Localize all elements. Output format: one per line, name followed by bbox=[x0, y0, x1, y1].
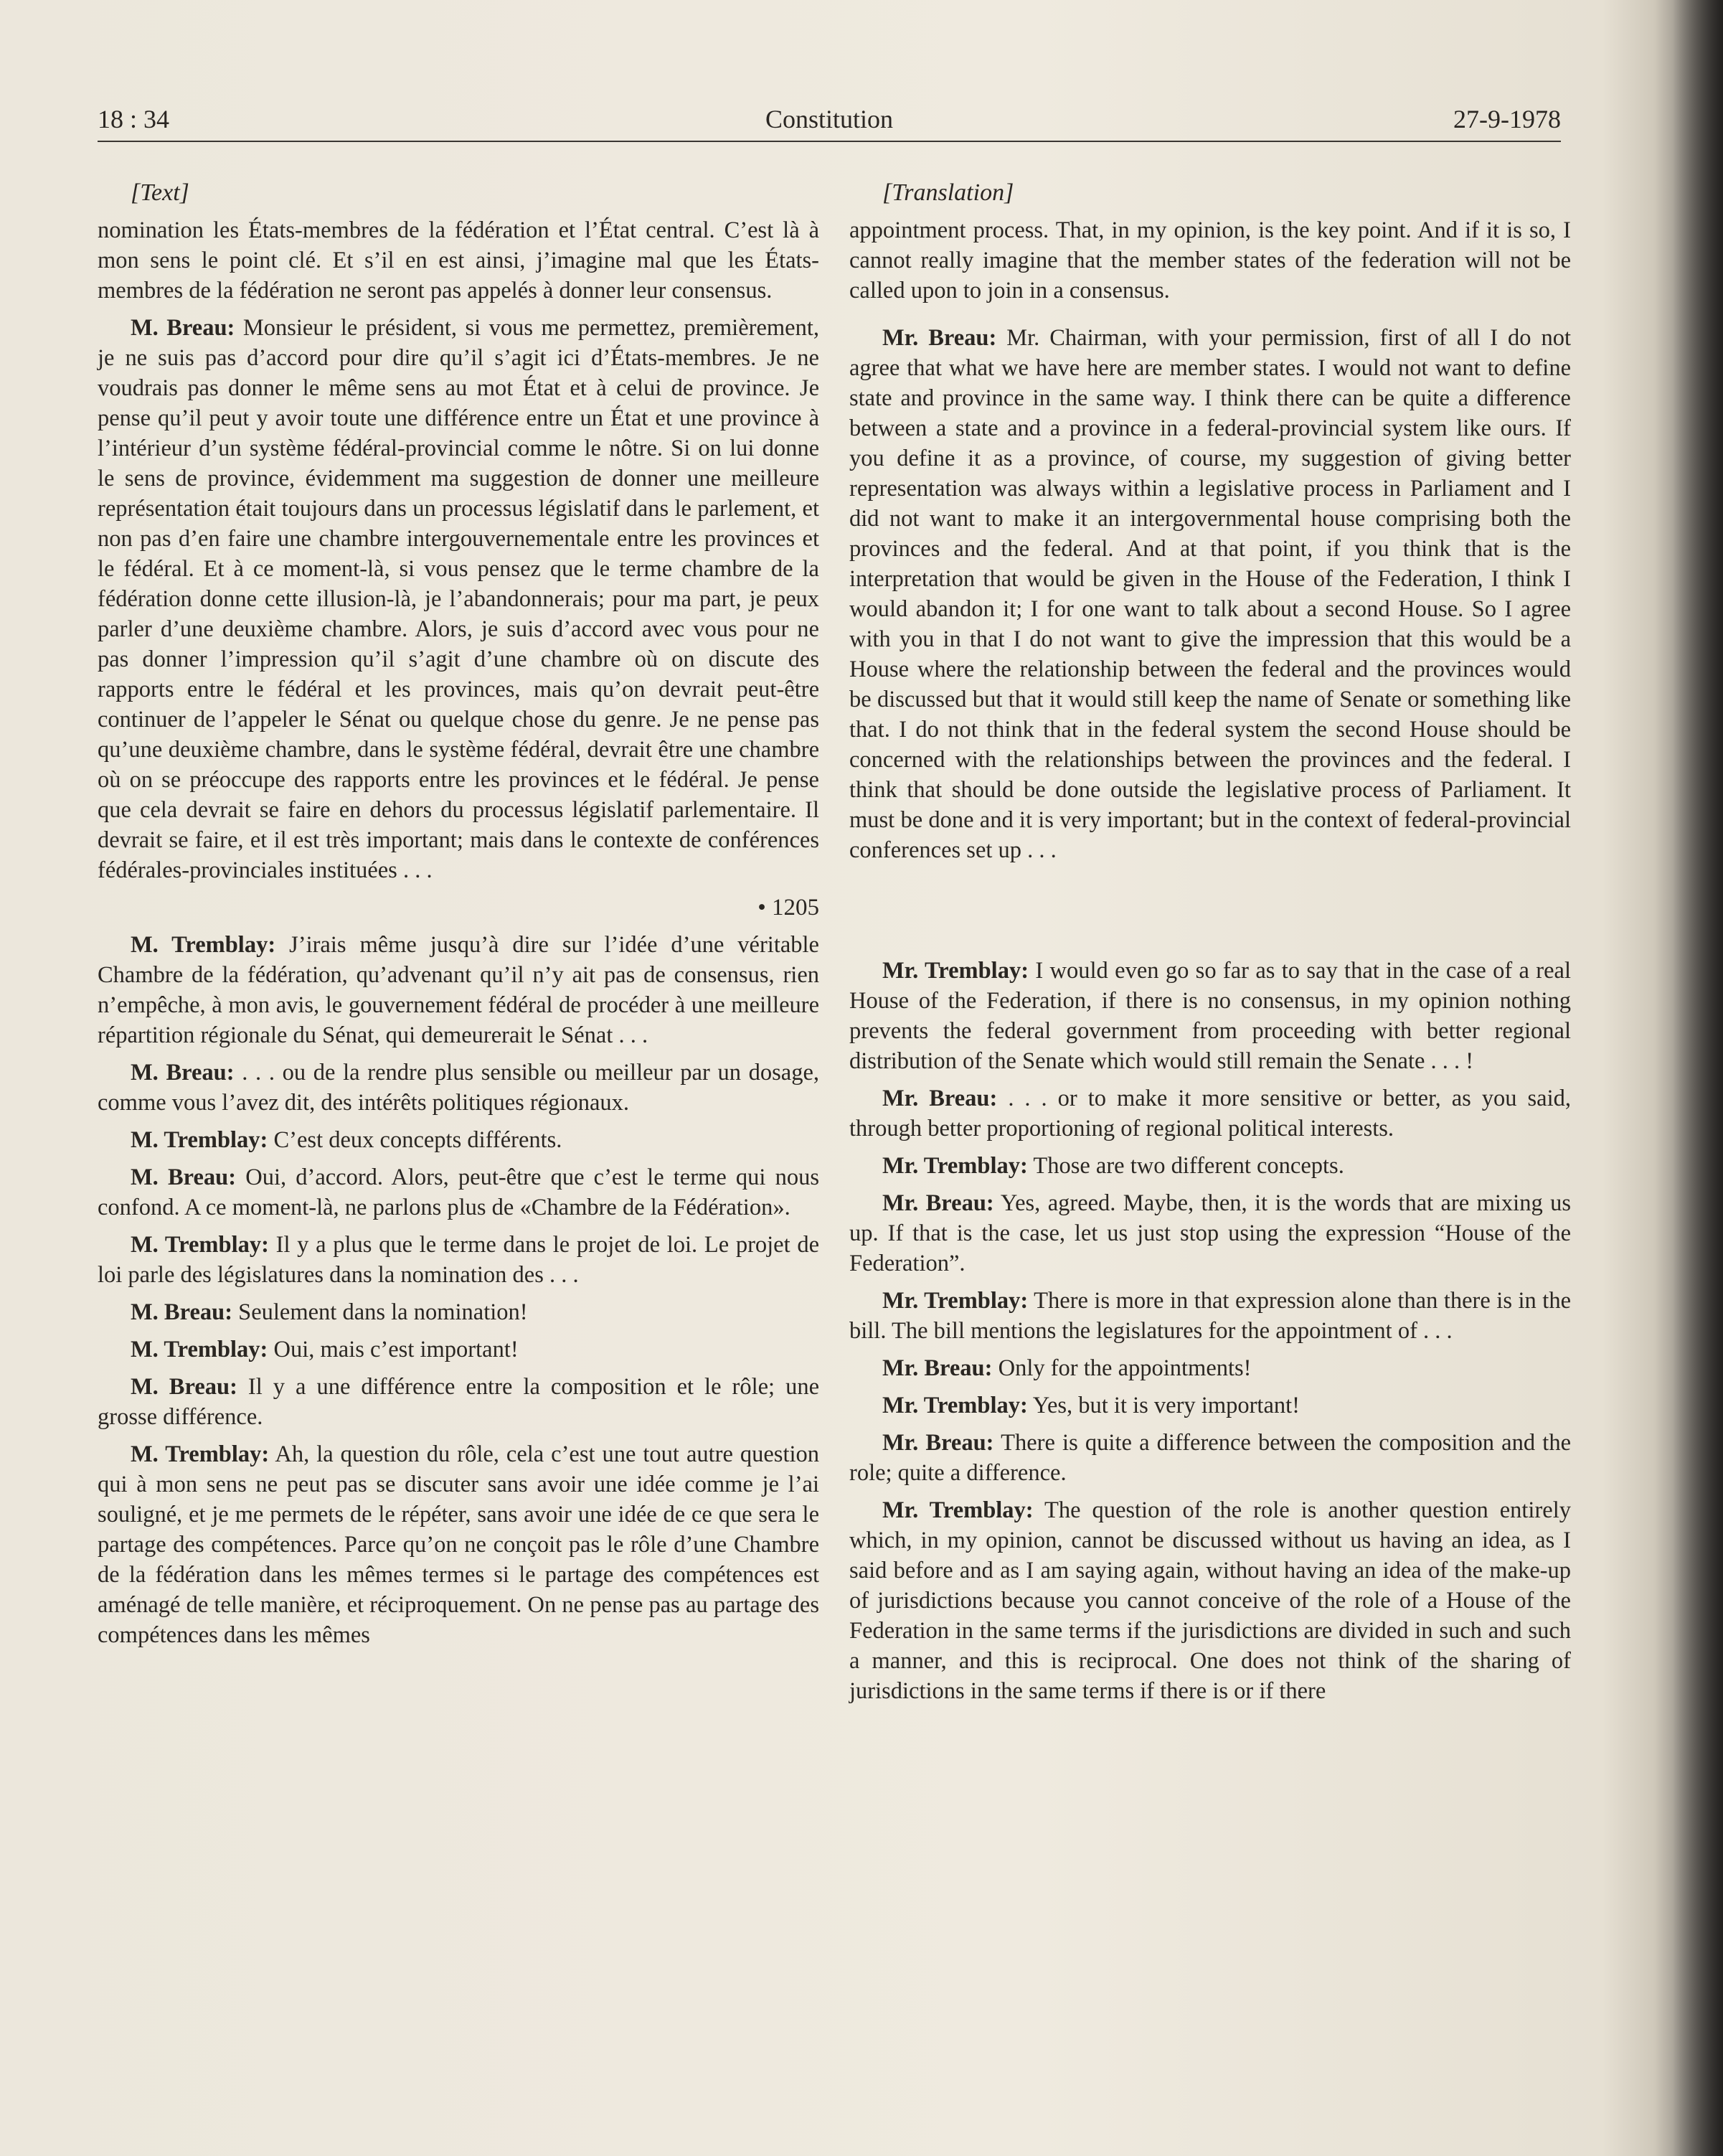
speech-text: J’irais même jusqu’à dire sur l’idée d’une véritable Chambre de la fédération, qu’advenant qu’il n’y ait pas de consensus, rien n’empêche, à mon avis, le gouvernement fédéral de procéder à une meilleure répartition régionale du Sénat, qui demeurerait le Sénat . . . bbox=[98, 932, 819, 1048]
column-label-text: [Text] bbox=[131, 179, 189, 206]
speech-text: . . . or to make it more sensitive or better, as you said, through better proportioning of regional political interests. bbox=[849, 1086, 1571, 1141]
running-header bbox=[98, 104, 1561, 141]
speech-paragraph bbox=[98, 1125, 819, 1155]
speaker-name: M. Tremblay: bbox=[131, 1127, 268, 1153]
speech-paragraph bbox=[849, 1353, 1571, 1383]
speaker-name: M. Tremblay: bbox=[131, 1232, 269, 1258]
speech-text: Yes, agreed. Maybe, then, it is the words that are mixing us up. If that is the case, let us just stop using the expression “House of the Federation”. bbox=[849, 1190, 1571, 1276]
column-label-translation: [Translation] bbox=[882, 179, 1014, 206]
speaker-name: M. Breau: bbox=[131, 1060, 235, 1086]
speaker-name: M. Breau: bbox=[131, 1374, 237, 1400]
header-title: Constitution bbox=[765, 105, 894, 133]
english-translation-column bbox=[849, 178, 1571, 1713]
speech-paragraph bbox=[98, 1334, 819, 1365]
speaker-name: Mr. Tremblay: bbox=[882, 958, 1029, 984]
paragraph: appointment process. That, in my opinion, is the key point. And if it is so, I cannot really imagine that the member states of the federation will not be called upon to join in a consensus. bbox=[849, 217, 1571, 303]
speech-text: Yes, but it is very important! bbox=[1027, 1393, 1300, 1418]
binding-edge-shadow bbox=[1673, 0, 1723, 2156]
speech-paragraph bbox=[98, 1439, 819, 1650]
speech-paragraph bbox=[98, 313, 819, 885]
speech-text: Il y a plus que le terme dans le projet de loi. Le projet de loi parle des législatures dans la nomination des . . . bbox=[98, 1232, 819, 1288]
speech-text: Seulement dans la nomination! bbox=[232, 1299, 528, 1325]
speech-paragraph bbox=[849, 1083, 1571, 1144]
speaker-name: Mr. Tremblay: bbox=[882, 1393, 1028, 1418]
speaker-name: Mr. Tremblay: bbox=[882, 1153, 1028, 1179]
speech-text: Those are two different concepts. bbox=[1027, 1153, 1344, 1179]
speaker-name: M. Breau: bbox=[131, 1299, 233, 1325]
speech-paragraph bbox=[98, 1162, 819, 1223]
column-gap bbox=[849, 872, 1571, 956]
speech-text: . . . ou de la rendre plus sensible ou meilleur par un dosage, comme vous l’avez dit, des intérêts politiques régionaux. bbox=[98, 1060, 819, 1116]
speech-text: Oui, mais c’est important! bbox=[268, 1337, 519, 1362]
page-number: 18 : 34 bbox=[98, 105, 170, 133]
speaker-name: M. Tremblay: bbox=[131, 1441, 270, 1467]
speaker-name: Mr. Breau: bbox=[882, 1190, 994, 1216]
speaker-name: Mr. Breau: bbox=[882, 1086, 998, 1111]
speech-paragraph bbox=[849, 1428, 1571, 1488]
time-marker: • 1205 bbox=[757, 895, 819, 921]
speaker-name: M. Breau: bbox=[131, 1164, 237, 1190]
speaker-name: M. Tremblay: bbox=[131, 1337, 268, 1362]
speech-paragraph bbox=[849, 1188, 1571, 1279]
speaker-name: Mr. Breau: bbox=[882, 1430, 994, 1456]
speech-text: The question of the role is another question entirely which, in my opinion, cannot be discussed without us having an idea, as I said before and as I am saying again, without having an idea of the make-up of jurisdictions because you cannot conceive of the role of a House of the Federation in the same terms if the jurisdictions are divided in such and such a manner, and this is reciprocal. One does not think of the sharing of jurisdictions in the same terms if there is or if there bbox=[849, 1497, 1571, 1704]
speech-text: Monsieur le président, si vous me permettez, premièrement, je ne suis pas d’accord pour dire qu’il s’agit ici d’États-membres. Je ne voudrais pas donner le même sens au mot État et à celui de province. Je pense qu’il peut y avoir toute une différence entre un État et une province à l’intérieur d’un système fédéral-provincial comme le nôtre. Si on lui donne le sens de province, évidemment ma suggestion de donner une meilleure représentation était toujours dans un processus législatif dans le parlement, et non pas d’en faire une chambre intergouvernementale entre les provinces et le fédéral. Et à ce moment-là, si vous pensez que le terme chambre de la fédération donne cette illusion-là, je l’abandonnerais; pour ma part, je peux parler d’une deuxième chambre. Alors, je suis d’accord avec vous pour ne pas donner l’impression qu’il s’agit d’une chambre où on discute des rapports entre le fédéral et les provinces, mais qu’on devrait peut-être continuer de l’appeler le Sénat ou quelque chose du genre. Je ne pense pas qu’une deuxième chambre, dans le système fédéral, devrait être une chambre où on se préoccupe des rapports entre les provinces et le fédéral. Je pense que cela devrait se faire en dehors du processus législatif parlementaire. Il devrait se faire, et il est très important; mais dans le contexte de conférences fédérales-provinciales instituées . . . bbox=[98, 315, 819, 883]
french-text-column bbox=[98, 178, 819, 1657]
speaker-name: Mr. Tremblay: bbox=[882, 1497, 1034, 1523]
speaker-name: Mr. Tremblay: bbox=[882, 1288, 1029, 1314]
speaker-name: M. Breau: bbox=[131, 315, 235, 341]
header-rule bbox=[98, 141, 1561, 142]
speech-paragraph bbox=[849, 1390, 1571, 1421]
speech-text: Oui, d’accord. Alors, peut-être que c’est le terme qui nous confond. A ce moment-là, ne parlons plus de «Chambre de la Fédération». bbox=[98, 1164, 820, 1220]
speaker-name: Mr. Breau: bbox=[882, 325, 997, 351]
speech-paragraph bbox=[849, 956, 1571, 1076]
speech-paragraph bbox=[98, 1297, 819, 1327]
header-date: 27-9-1978 bbox=[1453, 105, 1561, 133]
paragraph: nomination les États-membres de la fédération et l’État central. C’est là à mon sens le point clé. Et s’il en est ainsi, j’imagine mal que les États-membres de la fédération ne seront pas appelés à donner leur consensus. bbox=[98, 217, 819, 303]
speech-text: Ah, la question du rôle, cela c’est une tout autre question qui à mon sens ne peut pas se discuter sans avoir une idée comme je l’ai souligné, et je me permets de le répéter, sans avoir une idée de ce que sera le partage des compétences. Parce qu’on ne conçoit pas le rôle d’une Chambre de la fédération dans les mêmes termes si le partage des compétences est aménagé de telle manière, et réciproquement. On ne pense pas au partage des compétences dans les mêmes bbox=[98, 1441, 820, 1648]
speaker-name: M. Tremblay: bbox=[131, 932, 276, 958]
speech-paragraph bbox=[849, 323, 1571, 865]
speaker-name: Mr. Breau: bbox=[882, 1355, 993, 1381]
speech-paragraph bbox=[98, 1230, 819, 1290]
speech-text: Only for the appointments! bbox=[992, 1355, 1252, 1381]
speech-text: Il y a une différence entre la composition et le rôle; une grosse différence. bbox=[98, 1374, 820, 1430]
speech-text: There is quite a difference between the composition and the role; quite a difference. bbox=[849, 1430, 1571, 1486]
speech-paragraph bbox=[849, 1495, 1571, 1706]
speech-text: Mr. Chairman, with your permission, first of all I do not agree that what we have here are member states. I would not want to define state and province in the same way. I think there can be quite a difference between a state and a province in a federal-provincial system like ours. If you define it as a province, of course, my suggestion of giving better representation was always within a legislative process in Parliament and I did not want to make it an intergovernmental house comprising both the provinces and the federal. And at that point, if you think that is the interpretation that would be given in the House of the Federation, I think I would abandon it; I for one want to talk about a second House. So I agree with you in that I do not want to give the impression that this would be a House where the relationship between the federal and the provinces would be discussed but that it would still keep the name of Senate or something like that. I do not think that in the federal system the second House should be concerned with the relationships between the provinces and the federal. I think that should be done outside the legislative process of Parliament. It must be done and it is very important; but in the context of federal-provincial conferences set up . . . bbox=[849, 325, 1571, 863]
speech-text: I would even go so far as to say that in the case of a real House of the Federation, if there is no consensus, in my opinion nothing prevents the federal government from proceeding with better regional distribution of the Senate which would still remain the Senate . . . ! bbox=[849, 958, 1571, 1074]
speech-paragraph bbox=[98, 930, 819, 1050]
speech-text: C’est deux concepts différents. bbox=[268, 1127, 562, 1153]
speech-paragraph bbox=[849, 1151, 1571, 1181]
speech-paragraph bbox=[849, 1286, 1571, 1346]
speech-text: There is more in that expression alone than there is in the bill. The bill mentions the legislatures for the appointment of . . . bbox=[849, 1288, 1571, 1344]
speech-paragraph bbox=[98, 1372, 819, 1432]
speech-paragraph bbox=[98, 1058, 819, 1118]
